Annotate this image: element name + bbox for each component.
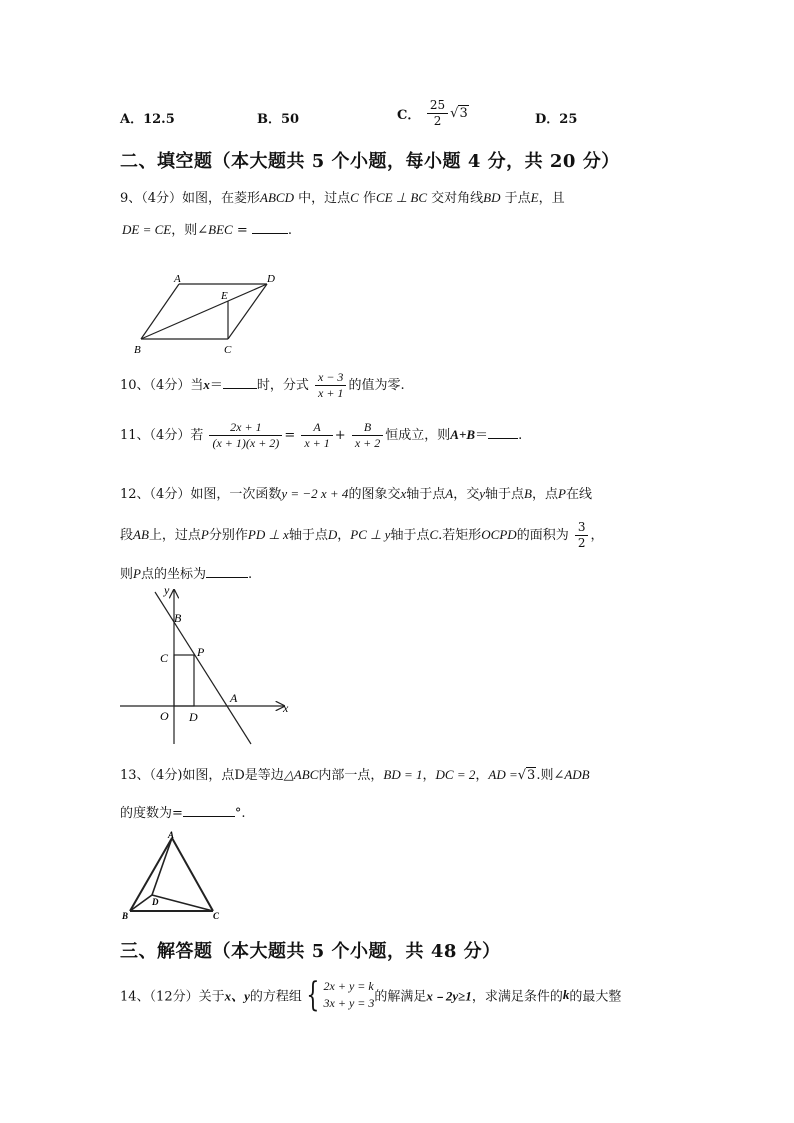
q11-sum: A+B <box>450 427 476 442</box>
q13-angle: ADB <box>564 767 590 782</box>
q11-b: B <box>352 420 383 436</box>
q11-line <box>120 420 522 451</box>
q13-text: 13、（4分)如图，点D是等边 <box>120 768 284 783</box>
q11-text: ＝ <box>475 428 489 443</box>
q10-answer-blank[interactable] <box>223 376 257 389</box>
q13-radicand: 3 <box>527 768 536 783</box>
q13-triangle-figure <box>118 828 228 924</box>
side-ac <box>172 838 213 911</box>
option-b-value: 50 <box>281 112 300 127</box>
q12-function: y = −2 x + 4 <box>281 486 349 501</box>
segment-bd <box>130 895 152 911</box>
q9-angle: BEC <box>208 222 233 237</box>
q14-line <box>120 975 622 1015</box>
option-d <box>535 108 577 127</box>
q13-text: °. <box>234 806 246 821</box>
q12-text: 点的坐标为 <box>140 567 206 582</box>
q12-x: x <box>400 486 407 501</box>
q12-text: 轴于点 <box>485 487 525 502</box>
q11-text: 11、（4分）若 <box>120 428 204 443</box>
option-c <box>397 98 469 129</box>
q12-line-1 <box>120 483 592 502</box>
option-d-value: 25 <box>559 112 578 127</box>
q12-d: D <box>327 527 338 542</box>
q14-text: ，求满足条件的 <box>471 989 563 1005</box>
q9-rhombus-figure <box>128 266 288 358</box>
q12-line-3 <box>120 563 252 582</box>
q13-ad: AD = <box>488 767 518 782</box>
q10-line <box>120 370 405 401</box>
q9-text: = <box>232 223 248 238</box>
q10-fraction <box>315 370 346 401</box>
q11-fraction-b <box>352 420 383 451</box>
q12-p: P <box>200 527 209 542</box>
q12-text: 轴于点 <box>390 528 430 543</box>
q12-text: .若矩形 <box>438 528 482 543</box>
q12-text: ，交 <box>453 487 480 502</box>
q10-var: x <box>203 377 210 392</box>
q9-point-c: C <box>350 190 359 205</box>
label-b: B <box>134 344 141 356</box>
q12-segment: AB <box>133 527 149 542</box>
q13-line-1: 13、（4分)如图，点D是等边△ABC内部一点，BD = 1，DC = 2，AD =√3.则∠ADB <box>120 767 590 783</box>
label-b: B <box>122 911 129 921</box>
label-a: A <box>230 691 238 705</box>
q12-area-den: 2 <box>577 536 586 550</box>
label-c: C <box>160 651 169 665</box>
label-b: B <box>174 611 182 625</box>
option-d-label: D． <box>535 112 560 127</box>
q12-text: ，点 <box>531 487 558 502</box>
q9-answer-blank[interactable] <box>252 221 288 234</box>
q12-pd: PD ⊥ x <box>247 527 289 542</box>
q10-denominator: x + 1 <box>318 386 344 400</box>
q11-numerator: 2x + 1 <box>209 420 282 436</box>
q14-text: 的方程组 <box>249 989 302 1005</box>
option-c-fraction <box>427 98 448 129</box>
rectangle-ocpd <box>174 655 194 706</box>
q11-a: A <box>301 420 332 436</box>
label-a: A <box>174 273 181 285</box>
q11-text: = <box>284 428 296 443</box>
q14-vars: x、y <box>224 988 250 1004</box>
option-b <box>257 108 299 127</box>
q11-b-den: x + 2 <box>354 436 381 450</box>
label-c: C <box>213 911 220 921</box>
q9-perp: CE ⊥ BC <box>375 190 428 205</box>
q12-b: B <box>524 486 532 501</box>
q12-a: A <box>445 486 454 501</box>
q12-text: 轴于点 <box>288 528 328 543</box>
q12-text: 12、（4分）如图，一次函数 <box>120 487 282 502</box>
q11-fraction-left <box>209 420 282 451</box>
q14-k: k <box>562 987 570 1002</box>
section-title-fill-in: 二、填空题（本大题共 5 个小题，每小题 4 分，共 20 分） <box>120 151 620 172</box>
q13-text: ， <box>475 768 489 783</box>
q9-condition: DE = CE <box>122 222 172 237</box>
q12-text: 上，过点 <box>148 528 201 543</box>
q12-text: 轴于点 <box>406 487 446 502</box>
q11-text: + <box>334 428 346 443</box>
q14-system <box>324 978 375 1012</box>
option-a <box>120 108 175 127</box>
option-c-label: C． <box>397 108 421 123</box>
q13-line-2 <box>120 802 246 821</box>
q9-rhombus: ABCD <box>260 190 294 205</box>
label-d: D <box>152 897 159 907</box>
option-c-denominator: 2 <box>433 114 442 128</box>
q13-text: 内部一点， <box>318 768 384 783</box>
option-b-label: B． <box>257 112 281 127</box>
q9-text: 交对角线 <box>427 191 484 206</box>
option-c-numerator: 25 <box>427 98 448 114</box>
q11-text: 恒成立，则 <box>385 428 451 443</box>
label-y: y <box>164 584 170 597</box>
q14-condition: x﹣2y≥1 <box>426 988 472 1004</box>
q12-area-fraction <box>575 520 589 551</box>
q14-text: 的最大整 <box>569 989 622 1005</box>
q11-a-den: x + 1 <box>304 436 330 450</box>
label-o: O <box>160 709 169 723</box>
q9-text: 中，过点 <box>294 191 351 206</box>
q10-text: 10、（4分）当 <box>120 378 204 393</box>
q10-text: 时，分式 <box>256 378 309 393</box>
q12-y: y <box>479 486 485 501</box>
q10-numerator: x − 3 <box>315 370 346 386</box>
q9-point-e: E <box>530 190 539 205</box>
q11-fraction-a <box>301 420 332 451</box>
q11-answer-blank[interactable] <box>488 426 518 439</box>
q12-pc: PC ⊥ y <box>350 527 391 542</box>
q12-text: 分别作 <box>208 528 248 543</box>
option-a-value: 12.5 <box>143 112 175 127</box>
q13-bd: BD = 1 <box>383 767 423 782</box>
q13-answer-blank[interactable] <box>183 804 235 817</box>
q9-text: ，则∠ <box>171 223 209 238</box>
label-d: D <box>189 710 198 724</box>
q12-line-2 <box>120 520 604 551</box>
q12-text: 段 <box>120 528 134 543</box>
q9-text: 9、（4分）如图，在菱形 <box>120 191 261 206</box>
q12-graph-figure <box>118 584 303 750</box>
q11-text: . <box>518 428 523 443</box>
segment-dc <box>152 895 213 911</box>
q13-triangle: △ABC <box>283 767 319 782</box>
label-x: x <box>283 701 289 715</box>
q13-text: .则∠ <box>536 768 565 783</box>
q13-text: ， <box>422 768 436 783</box>
q11-denominator: (x + 1)(x + 2) <box>212 436 280 450</box>
q10-text: ＝ <box>209 378 223 393</box>
q12-p: P <box>557 486 566 501</box>
q14-equation-1: 2x + y = k <box>323 979 374 993</box>
q12-c: C <box>429 527 439 542</box>
function-line <box>155 592 251 744</box>
q14-text: 14、（12分）关于 <box>120 989 225 1005</box>
label-a: A <box>168 830 175 840</box>
q14-equation-2: 3x + y = 3 <box>323 996 375 1010</box>
q10-text: 的值为零. <box>348 378 405 393</box>
q9-diagonal: BD <box>483 190 501 205</box>
q9-line-2 <box>122 219 292 238</box>
q12-area-num: 3 <box>575 520 589 536</box>
option-c-radicand: 3 <box>459 106 468 121</box>
q9-text: . <box>287 223 292 238</box>
q14-text: 的解满足 <box>374 989 427 1005</box>
q12-text: 则 <box>120 567 134 582</box>
section-title-solutions: 三、解答题（本大题共 5 个小题，共 48 分） <box>120 941 501 962</box>
q14-brace: { <box>306 975 320 1015</box>
label-p: P <box>197 645 205 659</box>
q12-rect: OCPD <box>481 527 517 542</box>
q12-p: P <box>133 566 141 581</box>
q9-line-1 <box>120 187 565 206</box>
label-d: D <box>267 273 275 285</box>
option-a-label: A． <box>120 112 144 127</box>
q9-text: 作 <box>358 191 376 206</box>
label-e: E <box>221 290 228 302</box>
q12-text: 的图象交 <box>348 487 401 502</box>
q13-text: 的度数为= <box>120 806 183 821</box>
q9-text: ，且 <box>538 191 565 206</box>
q12-text: ， <box>590 528 604 543</box>
option-c-sqrt: √3 <box>450 106 468 121</box>
side-ab <box>130 838 172 911</box>
q9-text: 于点 <box>500 191 531 206</box>
q12-text: ， <box>337 528 351 543</box>
q12-text: 在线 <box>565 487 592 502</box>
q12-text: 的面积为 <box>516 528 569 543</box>
q13-dc: DC = 2 <box>435 767 476 782</box>
q12-answer-blank[interactable] <box>206 565 248 578</box>
label-c: C <box>224 344 232 356</box>
q12-text: . <box>247 567 253 582</box>
